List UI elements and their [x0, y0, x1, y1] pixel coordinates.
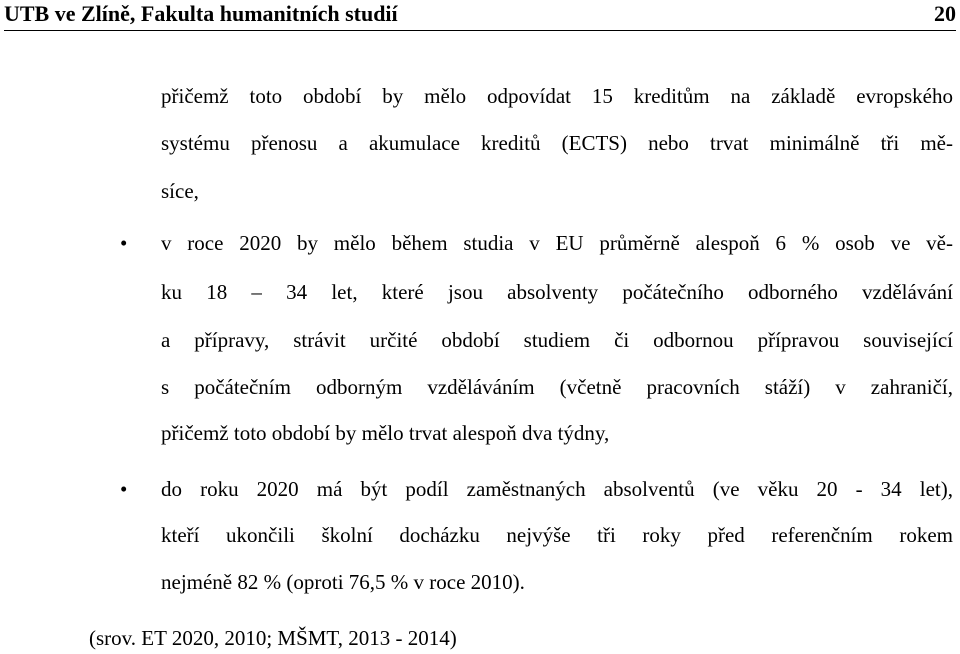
text-line: s počátečním odborným vzděláváním (včetně pracovních stáží) v zahraničí,: [161, 375, 953, 399]
text-line: síce,: [161, 179, 199, 203]
text-line: nejméně 82 % (oproti 76,5 % v roce 2010).: [161, 570, 525, 594]
citation: (srov. ET 2020, 2010; MŠMT, 2013 - 2014): [89, 626, 457, 650]
page-header: [4, 0, 956, 32]
text-line: do roku 2020 má být podíl zaměstnaných absolventů (ve věku 20 - 34 let),: [161, 477, 953, 501]
text-line: v roce 2020 by mělo během studia v EU průměrně alespoň 6 % osob ve vě-: [161, 231, 953, 255]
text-line: ku 18 – 34 let, které jsou absolventy počátečního odborného vzdělávání: [161, 280, 953, 304]
text-line: systému přenosu a akumulace kreditů (ECTS) nebo trvat minimálně tři mě-: [161, 131, 953, 155]
header-title: UTB ve Zlíně, Fakulta humanitních studií: [4, 1, 398, 26]
text-line: přičemž toto období by mělo trvat alespoň dva týdny,: [161, 421, 610, 445]
text-line: přičemž toto období by mělo odpovídat 15 kreditům na základě evropského: [161, 84, 953, 108]
text-line: kteří ukončili školní docházku nejvýše tři roky před referenčním rokem: [161, 523, 953, 547]
bullet-marker: •: [120, 477, 128, 501]
text-line: a přípravy, strávit určité období studiem či odbornou přípravou související: [161, 328, 953, 352]
bullet-marker: •: [120, 231, 128, 255]
header-rule: [4, 30, 956, 31]
page-number: 20: [934, 1, 956, 26]
